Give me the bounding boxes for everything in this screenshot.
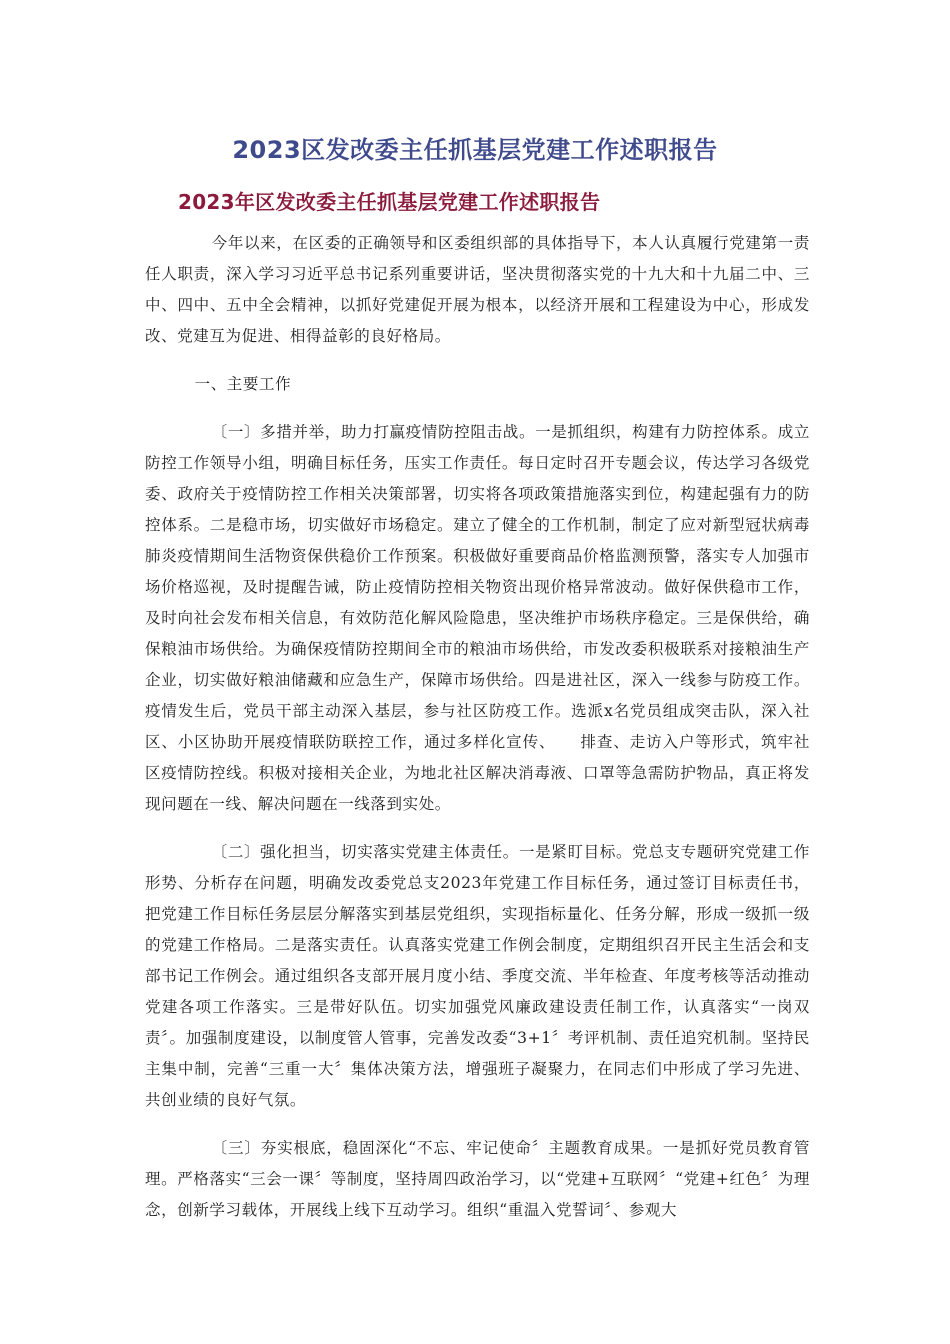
document-body bbox=[145, 228, 810, 1243]
page-title: 2023区发改委主任抓基层党建工作述职报告 bbox=[232, 136, 718, 164]
paragraph-intro: 今年以来，在区委的正确领导和区委组织部的具体指导下，本人认真履行党建第一责任人职责，深入学习习近平总书记系列重要讲话，坚决贯彻落实党的十九大和十九届二中、三中、四中、五中全会精神，以抓好党建促开展为根本，以经济开展和工程建设为中心，形成发改、党建互为促进、相得益彰的良好格局。 bbox=[145, 234, 810, 345]
paragraph-section-3: 〔三〕夯实根底，稳固深化“不忘、牢记使命〞主题教育成果。一是抓好党员教育管理。严格落实“三会一课〞等制度，坚持周四政治学习，以“党建+互联网〞“党建+红色〞为理念，创新学习载体，开展线上线下互动学习。组织“重温入党誓词〞、参观大 bbox=[145, 1139, 810, 1219]
paragraph-section-2: 〔二〕强化担当，切实落实党建主体责任。一是紧盯目标。党总支专题研究党建工作形势、分析存在问题，明确发改委党总支2023年党建工作目标任务，通过签订目标责任书，把党建工作目标任务层层分解落实到基层党组织，实现指标量化、任务分解，形成一级抓一级的党建工作格局。二是落实责任。认真落实党建工作例会制度，定期组织召开民主生活会和支部书记工作例会。通过组织各支部开展月度小结、季度交流、半年检查、年度考核等活动推动党建各项工作落实。三是带好队伍。切实加强党风廉政建设责任制工作，认真落实“一岗双责〞。加强制度建设，以制度管人管事，完善发改委“3+1〞考评机制、责任追究机制。坚持民主集中制，完善“三重一大〞集体决策方法，增强班子凝聚力，在同志们中形成了学习先进、共创业绩的良好气氛。 bbox=[145, 843, 810, 1109]
paragraph-section-1: 〔一〕多措并举，助力打赢疫情防控阻击战。一是抓组织，构建有力防控体系。成立防控工作领导小组，明确目标任务，压实工作责任。每日定时召开专题会议，传达学习各级党委、政府关于疫情防控工作相关决策部署，切实将各项政策措施落实到位，构建起强有力的防控体系。二是稳市场，切实做好市场稳定。建立了健全的工作机制，制定了应对新型冠状病毒肺炎疫情期间生活物资保供稳价工作预案。积极做好重要商品价格监测预警，落实专人加强市场价格巡视，及时提醒告诫，防止疫情防控相关物资出现价格异常波动。做好保供稳市工作，及时向社会发布相关信息，有效防范化解风险隐患，坚决维护市场秩序稳定。三是保供给，确保粮油市场供给。为确保疫情防控期间全市的粮油市场供给，市发改委积极联系对接粮油生产企业，切实做好粮油储藏和应急生产，保障市场供给。四是进社区，深入一线参与防疫工作。疫情发生后，党员干部主动深入基层，参与社区防疫工作。选派x名党员组成突击队，深入社区、小区协助开展疫情联防联控工作，通过多样化宣传、 排查、走访入户等形式，筑牢社区疫情防控线。积极对接相关企业，为地北社区解决消毒液、口罩等急需防护物品，真正将发现问题在一线、解决问题在一线落到实处。 bbox=[145, 423, 810, 813]
section-heading-main-work: 一、主要工作 bbox=[194, 375, 292, 393]
document-subtitle: 2023年区发改委主任抓基层党建工作述职报告 bbox=[178, 190, 601, 214]
